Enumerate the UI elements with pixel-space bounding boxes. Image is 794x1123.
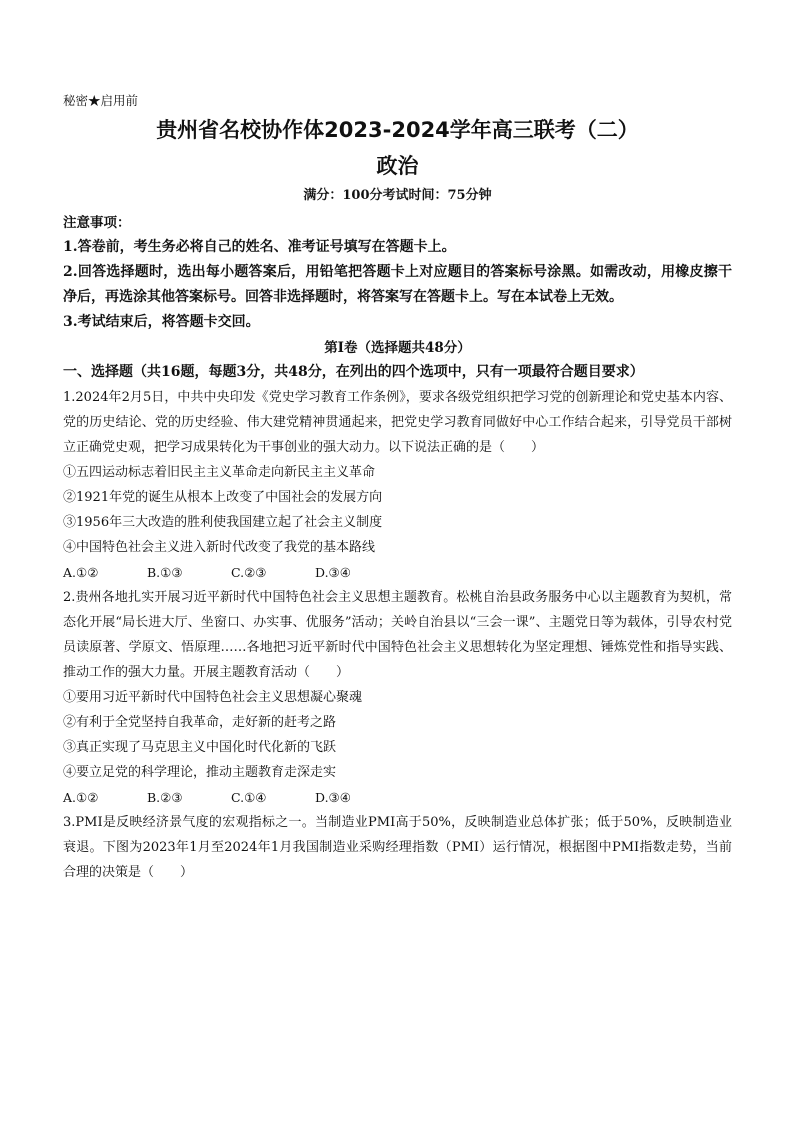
section-title: 第Ⅰ卷（选择题共48分）: [324, 340, 471, 356]
choice-c: C.①④: [231, 790, 267, 805]
notice-item-2: 2.回答选择题时，选出每小题答案后，用铅笔把答题卡上对应题目的答案标号涂黑。如需改动，用橡皮擦干净后，再选涂其他答案标号。回答非选择题时，将答案写在答题卡上。写在本试卷上无效。: [63, 264, 732, 305]
question-1-choices: [63, 560, 732, 585]
choice-c: C.②③: [231, 565, 267, 580]
choice-a: A.①②: [63, 565, 99, 580]
notice-item-3: 3.考试结束后，将答题卡交回。: [63, 314, 260, 330]
score-time-line: 满分：100分考试时间：75分钟: [303, 188, 492, 203]
confidential-label: 秘密★启用前: [63, 93, 139, 108]
question-1-option-1: ①五四运动标志着旧民主主义革命走向新民主主义革命: [63, 465, 376, 480]
question-2-stem: 2.贵州各地扎实开展习近平新时代中国特色社会主义思想主题教育。松桃自治县政务服务中心以主题教育为契机，常态化开展“局长进大厅、坐窗口、办实事、优服务”活动；关岭自治县以“三会一课”、主题党日等为载体，引导农村党员读原著、学原文、悟原理……各地把习近平新时代中国特色社会主义思想转化为坚定理想、锤炼党性和指导实践、推动工作的强大力量。开展主题教育活动（ ）: [63, 590, 732, 680]
choice-d: D.③④: [315, 565, 351, 580]
question-2-option-3: ③真正实现了马克思主义中国化时代化新的飞跃: [63, 740, 337, 755]
question-2-option-2: ②有利于全党坚持自我革命，走好新的赶考之路: [63, 715, 337, 730]
notice-item-1: 1.答卷前，考生务必将自己的姓名、准考证号填写在答题卡上。: [63, 239, 456, 255]
subject-title: 政治: [376, 154, 419, 178]
question-1-option-4: ④中国特色社会主义进入新时代改变了我党的基本路线: [63, 540, 376, 555]
part-title: 一、选择题（共16题，每题3分，共48分，在列出的四个选项中，只有一项最符合题目要求）: [63, 364, 644, 380]
question-1-stem: 1.2024年2月5日，中共中央印发《党史学习教育工作条例》，要求各级党组织把学习党的创新理论和党史基本内容、党的历史结论、党的历史经验、伟大建党精神贯通起来，把党史学习教育同做好中心工作结合起来，引导党员干部树立正确党史观，把学习成果转化为干事创业的强大动力。以下说法正确的是（ ）: [63, 390, 732, 455]
question-1-option-2: ②1921年党的诞生从根本上改变了中国社会的发展方向: [63, 490, 383, 505]
question-1-option-3: ③1956年三大改造的胜利使我国建立起了社会主义制度: [63, 515, 383, 530]
notice-title: 注意事项：: [63, 215, 131, 231]
choice-d: D.③④: [315, 790, 351, 805]
choice-b: B.②③: [147, 790, 183, 805]
question-2-choices: [63, 785, 732, 810]
question-2-option-4: ④要立足党的科学理论，推动主题教育走深走实: [63, 765, 337, 780]
exam-title: 贵州省名校协作体2023-2024学年高三联考（二）: [156, 118, 639, 142]
question-2-option-1: ①要用习近平新时代中国特色社会主义思想凝心聚魂: [63, 690, 363, 705]
question-3-stem: 3.PMI是反映经济景气度的宏观指标之一。当制造业PMI高于50%，反映制造业总体扩张；低于50%，反映制造业衰退。下图为2023年1月至2024年1月我国制造业采购经理指数（PMI）运行情况，根据图中PMI指数走势，当前合理的决策是（ ）: [63, 815, 732, 880]
choice-a: A.①②: [63, 790, 99, 805]
choice-b: B.①③: [147, 565, 183, 580]
